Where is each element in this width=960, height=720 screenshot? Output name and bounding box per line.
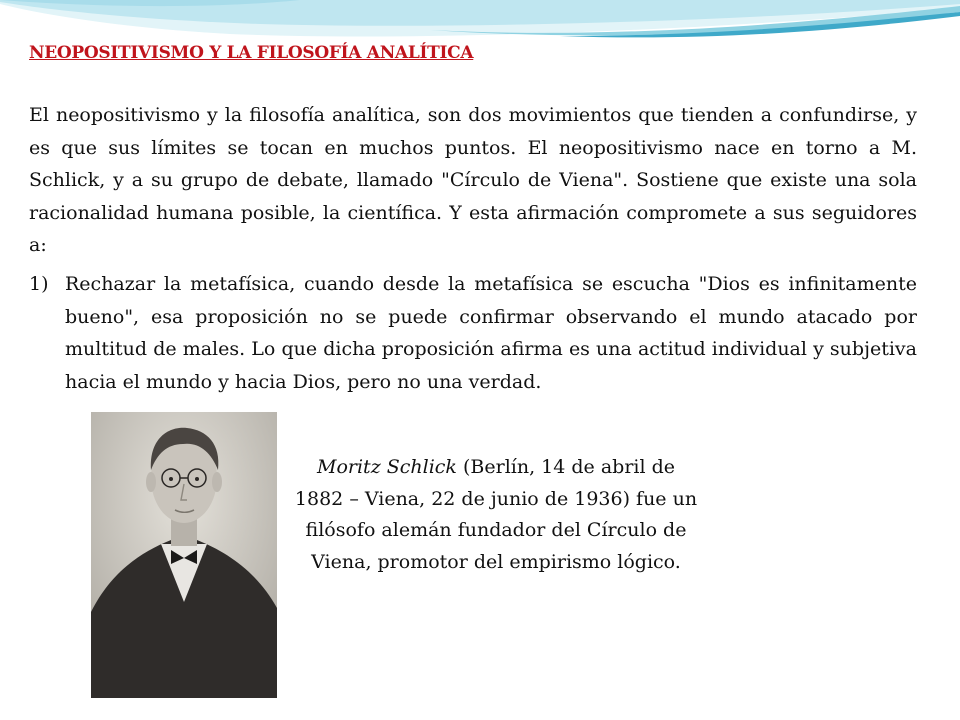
list-number: 1): [29, 273, 49, 295]
slide-title: NEOPOSITIVISMO Y LA FILOSOFÍA ANALÍTICA: [29, 43, 474, 63]
list-item: [29, 268, 917, 398]
portrait-photo: [91, 412, 277, 698]
caption-text: (Berlín, 14 de abril de 1882 – Viena, 22 de junio de 1936) fue un filósofo alemán fundador del Círculo de Viena, promotor del empirismo lógico.: [294, 456, 698, 573]
caption-name: Moritz Schlick: [317, 456, 457, 478]
intro-paragraph: El neopositivismo y la filosofía analítica, son dos movimientos que tienden a confundirse, y es que sus límites se tocan en muchos puntos. El neopositivismo nace en torno a M. Schlick, y a su grupo de debate, llamado "Círculo de Viena". Sostiene que existe una sola racionalidad humana posible, la científica. Y esta afirmación compromete a sus seguidores a:: [29, 104, 917, 256]
list-text: Rechazar la metafísica, cuando desde la metafísica se escucha "Dios es infinitamente bueno", esa proposición no se puede confirmar observando el mundo atacado por multitud de males. Lo que dicha proposición afirma es una actitud individual y subjetiva hacia el mundo y hacia Dios, pero no una verdad.: [65, 273, 917, 393]
portrait-caption: [292, 452, 700, 578]
